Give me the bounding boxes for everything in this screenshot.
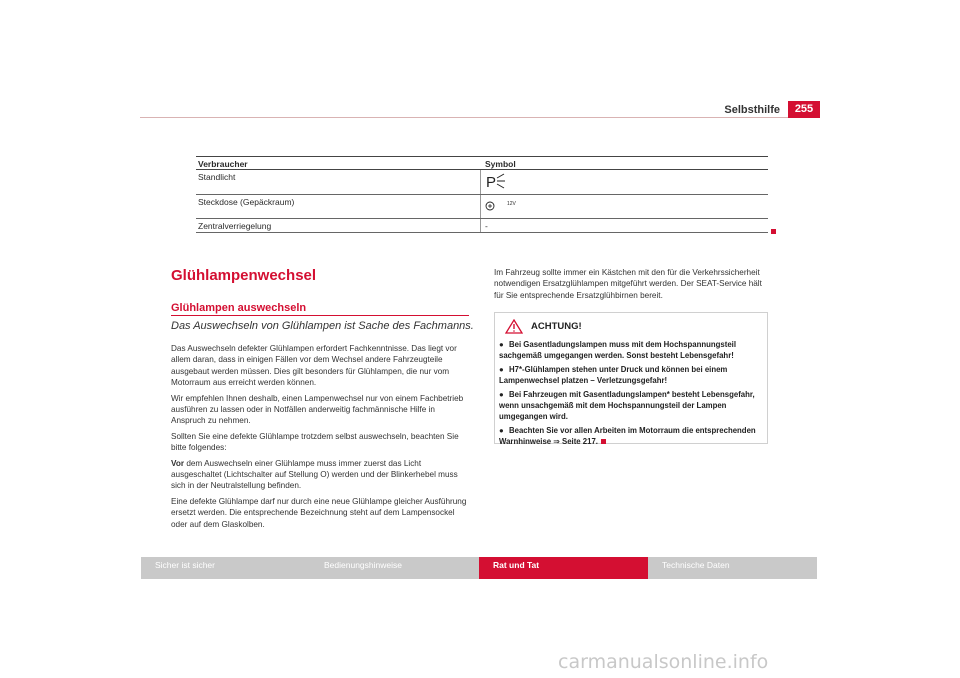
warning-item-text: Bei Fahrzeugen mit Gasentladungslampen* besteht Lebensgefahr, wenn unsachgemäß mit dem Hochspannungsteil der Lampen umgegangen wird. bbox=[499, 390, 755, 421]
section-subtitle: Glühlampen auswechseln bbox=[171, 302, 307, 314]
vor-text: dem Auswechseln einer Glühlampe muss immer zuerst das Licht ausgeschaltet (Lichtschalter auf Stellung O) werden und der Blinkerhebel muss sich in der Neutralstellung befinden. bbox=[171, 458, 458, 491]
section-title: Glühlampenwechsel bbox=[171, 267, 317, 284]
warning-box bbox=[494, 312, 768, 444]
tab-technische-daten[interactable]: Technische Daten bbox=[648, 557, 817, 579]
table-cell-consumer: Zentralverriegelung bbox=[196, 219, 481, 232]
svg-text:P: P bbox=[486, 174, 497, 190]
subtitle-rule bbox=[171, 315, 469, 316]
paragraph: Eine defekte Glühlampe darf nur durch eine neue Glühlampe gleicher Ausführung ersetzt werden. Die entsprechende Bezeichnung steht auf dem Lampensockel oder auf dem Glaskolben. bbox=[171, 496, 467, 529]
warning-item bbox=[499, 425, 763, 447]
tab-rat-und-tat[interactable]: Rat und Tat bbox=[479, 557, 648, 579]
table-cell-consumer: Steckdose (Gepäckraum) bbox=[196, 195, 481, 218]
table-cell-symbol: - bbox=[485, 221, 488, 231]
bullet-icon: ● bbox=[499, 390, 504, 399]
tab-bedienungshinweise[interactable]: Bedienungshinweise bbox=[310, 557, 479, 579]
page-title: Selbsthilfe bbox=[724, 104, 780, 116]
table-header-row bbox=[196, 156, 768, 170]
table-row bbox=[196, 170, 768, 195]
warning-triangle-icon bbox=[505, 319, 523, 334]
table-cell-symbol bbox=[481, 170, 768, 194]
table-cell-consumer: Standlicht bbox=[196, 170, 481, 194]
tab-sicher-ist-sicher[interactable]: Sicher ist sicher bbox=[141, 557, 310, 579]
consumer-symbol-table bbox=[196, 156, 768, 233]
table-row bbox=[196, 195, 768, 219]
warning-item-text: H7*-Glühlampen stehen unter Druck und können bei einem Lampenwechsel platzen – Verletzungsgefahr! bbox=[499, 365, 728, 385]
warning-item-text: Beachten Sie vor allen Arbeiten im Motorraum die entsprechenden Warnhinweise ⇒ Seite 217. bbox=[499, 426, 756, 446]
paragraph-vor bbox=[171, 458, 471, 492]
paragraph: Sollten Sie eine defekte Glühlampe trotzdem selbst auswechseln, beachten Sie bitte folgendes: bbox=[171, 431, 459, 453]
table-header-consumer: Verbraucher bbox=[198, 159, 248, 169]
warning-end-marker bbox=[601, 439, 606, 444]
right-paragraph: Im Fahrzeug sollte immer ein Kästchen mit den für die Verkehrssicherheit notwendigen Ersatzglühlampen mitgeführt werden. Der SEAT-Service hält für Sie entsprechende Ersatzglühbirnen bereit. bbox=[494, 268, 762, 300]
lead-text: Das Auswechseln von Glühlampen ist Sache des Fachmanns. bbox=[171, 320, 474, 332]
table-cell-symbol bbox=[481, 195, 768, 218]
warning-title: ACHTUNG! bbox=[531, 320, 582, 332]
vor-label: Vor bbox=[171, 458, 185, 468]
section-end-marker bbox=[771, 229, 776, 234]
left-column bbox=[171, 343, 471, 534]
socket-voltage-label: 12V bbox=[507, 201, 516, 207]
header-rule bbox=[140, 117, 788, 118]
page-number: 255 bbox=[788, 101, 820, 118]
warning-body bbox=[495, 339, 767, 447]
warning-item-text: Bei Gasentladungslampen muss mit dem Hochspannungsteil sachgemäß umgegangen werden. Sonst besteht Lebensgefahr! bbox=[499, 340, 737, 360]
table-row bbox=[196, 219, 768, 233]
watermark: carmanualsonline.info bbox=[558, 651, 769, 673]
table-header-symbol: Symbol bbox=[485, 159, 516, 169]
warning-item bbox=[499, 339, 763, 361]
warning-item bbox=[499, 364, 763, 386]
bullet-icon: ● bbox=[499, 426, 504, 435]
paragraph: Wir empfehlen Ihnen deshalb, einen Lampenwechsel nur von einem Fachbetrieb ausführen zu lassen oder in Notfällen anderweitig fachmännische Hilfe in Anspruch zu nehmen. bbox=[171, 393, 464, 426]
bullet-icon: ● bbox=[499, 365, 504, 374]
footer-tabs bbox=[141, 557, 817, 579]
socket-12v-icon bbox=[485, 201, 507, 211]
bullet-icon: ● bbox=[499, 340, 504, 349]
parking-light-icon bbox=[485, 172, 507, 190]
warning-header bbox=[495, 313, 767, 339]
warning-item bbox=[499, 389, 763, 422]
paragraph: Das Auswechseln defekter Glühlampen erfordert Fachkenntnisse. Das liegt vor allem daran, dass in einigen Fällen vor dem Wechsel andere Fahrzeugteile ausgebaut werden müssen. Dies gilt besonders für Glühlampen, die nur vom Motorraum aus erreicht werden können. bbox=[171, 344, 457, 388]
